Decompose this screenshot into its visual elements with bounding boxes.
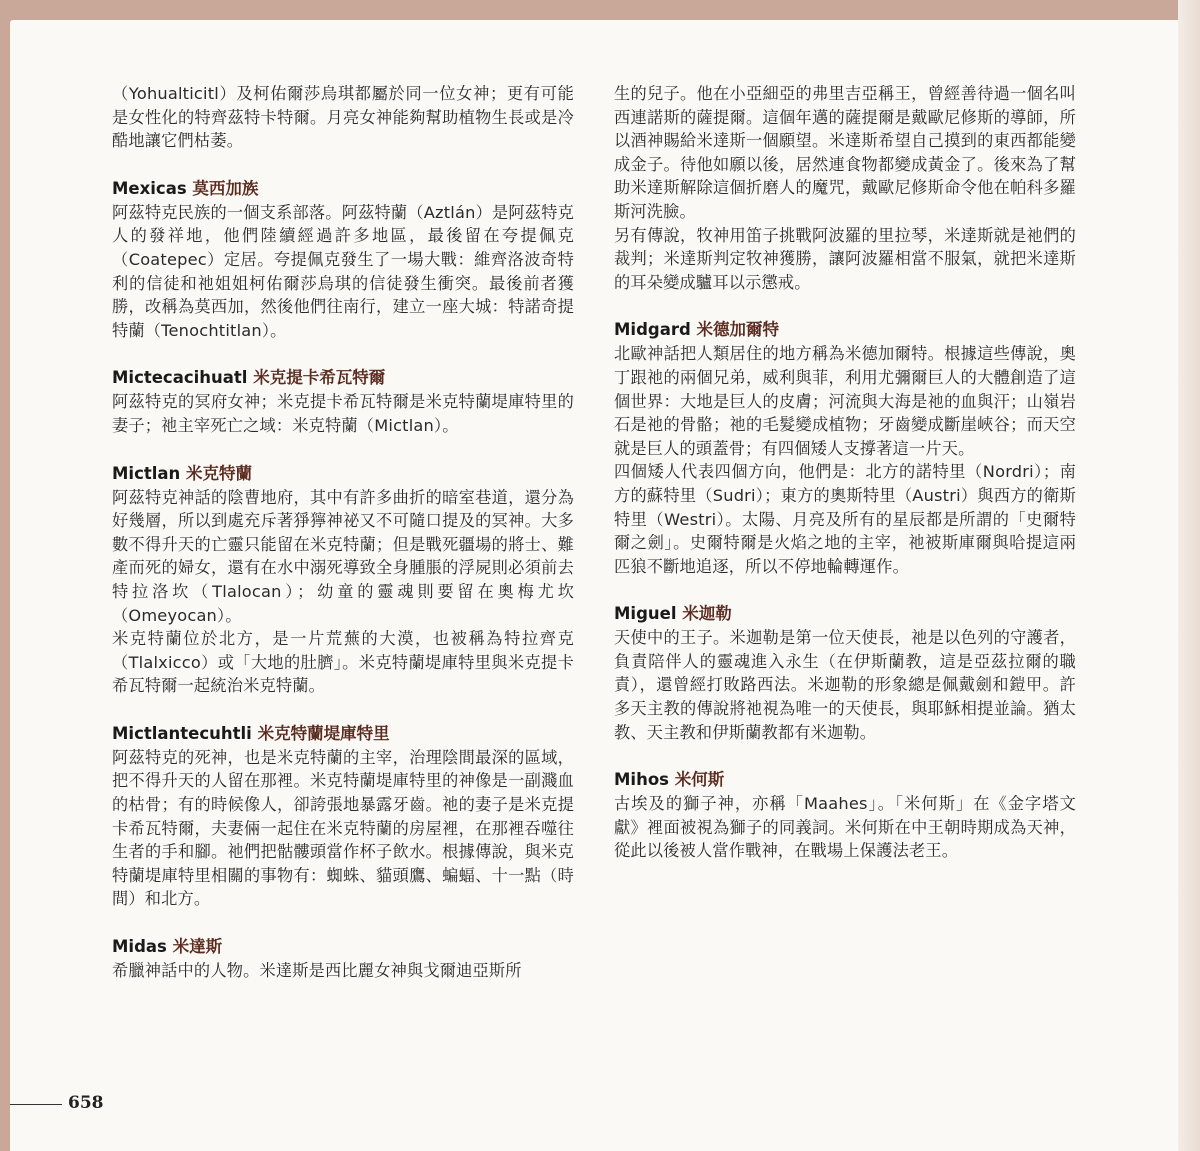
page-edge	[1178, 0, 1200, 1151]
entry-mexicas	[112, 177, 574, 343]
heading-latin: Mictecacihuatl	[112, 368, 248, 388]
paragraph: 另有傳說，牧神用笛子挑戰阿波羅的里拉琴，米達斯就是祂們的裁判；米達斯判定牧神獲勝，讓阿波羅相當不服氣，就把米達斯的耳朵變成驢耳以示懲戒。	[614, 225, 1076, 292]
page-number: 658	[68, 1093, 104, 1113]
left-column	[112, 82, 574, 1007]
entry-heading	[112, 177, 574, 201]
entry-heading	[614, 318, 1076, 342]
paragraph: 阿茲特克神話的陰曹地府，其中有許多曲折的暗室巷道，還分為好幾層，所以到處充斥著猙獰神祕又不可隨口提及的冥神。大多數不得升天的亡靈只能留在米克特蘭；但是戰死疆場的將士、難產而死的婦女，還有在水中溺死導致全身腫脹的浮屍則必須前去特拉洛坎（Tlalocan）；幼童的靈魂則要留在奧梅尤坎（Omeyocan）。	[112, 487, 574, 625]
heading-chinese: 莫西加族	[192, 178, 259, 198]
paragraph: 阿茲特克民族的一個支系部落。阿茲特蘭（Aztlán）是阿茲特克人的發祥地，他們陸續經過許多地區，最後留在夸提佩克（Coatepec）定居。夸提佩克發生了一場大戰：維齊洛波奇特利的信徒和祂姐姐柯佑爾莎烏琪的信徒發生衝突。最後前者獲勝，改稱為莫西加，然後他們往南行，建立一座大城：特諾奇提特蘭（Tenochtitlan）。	[112, 202, 574, 340]
heading-latin: Midgard	[614, 320, 691, 340]
heading-latin: Mexicas	[112, 178, 187, 198]
heading-chinese: 米克特蘭	[186, 463, 253, 483]
paragraph: 阿茲特克的冥府女神；米克提卡希瓦特爾是米克特蘭堤庫特里的妻子；祂主宰死亡之域：米克特蘭（Mictlan）。	[112, 392, 574, 435]
paragraph: 古埃及的獅子神，亦稱「Maahes」。「米何斯」在《金字塔文獻》裡面被視為獅子的同義詞。米何斯在中王朝時期成為天神，從此以後被人當作戰神，在戰場上保護法老王。	[614, 794, 1076, 861]
entry-heading	[112, 935, 574, 959]
heading-chinese: 米達斯	[172, 937, 223, 957]
entry-heading	[112, 366, 574, 390]
heading-chinese: 米何斯	[674, 770, 725, 790]
entry-heading	[614, 768, 1076, 792]
paragraph: 天使中的王子。米迦勒是第一位天使長，祂是以色列的守護者，負責陪伴人的靈魂進入永生（在伊斯蘭教，這是亞茲拉爾的職責），還曾經打敗路西法。米迦勒的形象總是佩戴劍和鎧甲。許多天主教的傳說將祂視為唯一的天使長，與耶穌相提並論。猶太教、天主教和伊斯蘭教都有米迦勒。	[614, 628, 1076, 742]
heading-latin: Mictlan	[112, 463, 181, 483]
paragraph: 希臘神話中的人物。米達斯是西比麗女神與戈爾迪亞斯所	[112, 961, 522, 981]
paragraph: （Yohualticitl）及柯佑爾莎烏琪都屬於同一位女神；更有可能是女性化的特齊茲特卡特爾。月亮女神能夠幫助植物生長或是冷酷地讓它們枯萎。	[112, 84, 574, 151]
heading-chinese: 米克提卡希瓦特爾	[253, 368, 386, 388]
entry-heading	[614, 602, 1076, 626]
intro-paragraph	[112, 82, 574, 153]
entry-midas-continued	[614, 82, 1076, 294]
heading-chinese: 米德加爾特	[696, 320, 780, 340]
heading-latin: Mictlantecuhtli	[112, 723, 252, 743]
paragraph: 北歐神話把人類居住的地方稱為米德加爾特。根據這些傳說，奧丁跟祂的兩個兄弟，威利與菲，利用尤彌爾巨人的大體創造了這個世界：大地是巨人的皮膚；河流與大海是祂的血與汗；山嶺岩石是祂的骨骼；祂的毛髮變成植物；牙齒變成斷崖峽谷；而天空就是巨人的頭蓋骨；有四個矮人支撐著這一片天。	[614, 344, 1076, 458]
heading-latin: Mihos	[614, 770, 669, 790]
entry-mictlantecuhtli	[112, 722, 574, 911]
entry-midgard	[614, 318, 1076, 578]
entry-heading	[112, 462, 574, 486]
heading-latin: Miguel	[614, 604, 677, 624]
entry-midas	[112, 935, 574, 983]
heading-chinese: 米迦勒	[682, 604, 732, 624]
entry-miguel	[614, 602, 1076, 744]
entry-mictlan	[112, 462, 574, 698]
paragraph: 阿茲特克的死神，也是米克特蘭的主宰，治理陰間最深的區域，把不得升天的人留在那裡。米克特蘭堤庫特里的神像是一副濺血的枯骨；有的時候像人，卻誇張地暴露牙齒。祂的妻子是米克提卡希瓦特爾，夫妻倆一起住在米克特蘭的房屋裡，在那裡吞噬往生者的手和腳。祂們把骷髏頭當作杯子飲水。根據傳說，與米克特蘭堤庫特里相關的事物有：蜘蛛、貓頭鷹、蝙蝠、十一點（時間）和北方。	[112, 747, 574, 909]
paragraph: 生的兒子。他在小亞細亞的弗里吉亞稱王，曾經善待過一個名叫西連諾斯的薩提爾。這個年邁的薩提爾是戴歐尼修斯的導師，所以酒神賜給米達斯一個願望。米達斯希望自己摸到的東西都能變成金子。待他如願以後，居然連食物都變成黃金了。後來為了幫助米達斯解除這個折磨人的魔咒，戴歐尼修斯命令他在帕科多羅斯河洗臉。	[614, 84, 1076, 221]
entry-heading	[112, 722, 574, 746]
entry-mictecacihuatl	[112, 366, 574, 437]
paragraph: 四個矮人代表四個方向，他們是：北方的諾特里（Nordri）；南方的蘇特里（Sudri）；東方的奧斯特里（Austri）與西方的衛斯特里（Westri）。太陽、月亮及所有的星辰都是所謂的「史爾特爾之劍」。史爾特爾是火焰之地的主宰，祂被斯庫爾與哈提這兩匹狼不斷地追逐，所以不停地輪轉運作。	[614, 462, 1076, 576]
heading-latin: Midas	[112, 937, 167, 957]
right-column	[614, 82, 1076, 887]
entry-mihos	[614, 768, 1076, 863]
heading-chinese: 米克特蘭堤庫特里	[257, 723, 390, 743]
footer-rule	[10, 1104, 62, 1105]
paragraph: 米克特蘭位於北方，是一片荒蕪的大漠，也被稱為特拉齊克（Tlalxicco）或「大地的肚臍」。米克特蘭堤庫特里與米克提卡希瓦特爾一起統治米克特蘭。	[112, 629, 574, 696]
